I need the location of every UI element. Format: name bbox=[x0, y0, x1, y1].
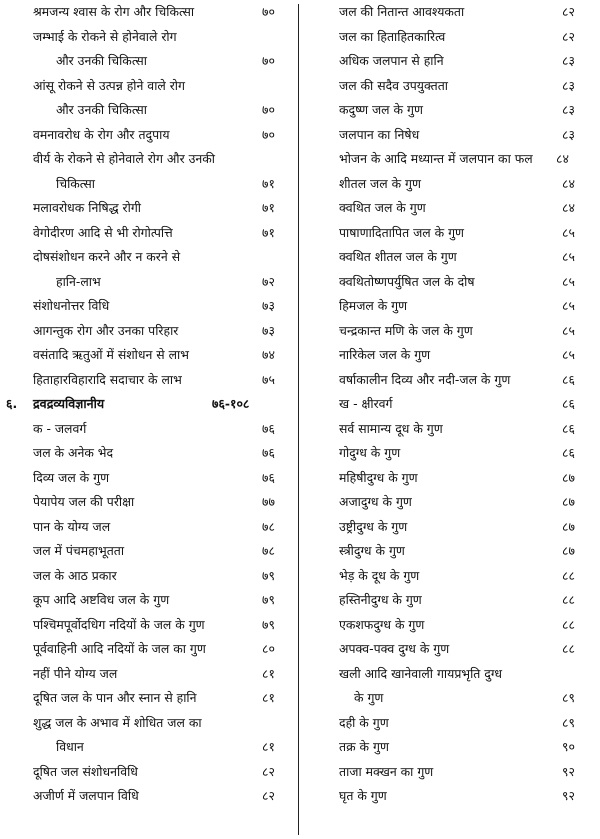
toc-page-number: ८२ bbox=[262, 763, 275, 779]
toc-entry bbox=[306, 784, 600, 809]
toc-entry bbox=[0, 515, 292, 540]
toc-entry-title: जलपान का निषेध bbox=[339, 126, 420, 142]
toc-entry-title: महिषीदुग्ध के गुण bbox=[339, 469, 418, 485]
toc-entry bbox=[306, 613, 600, 638]
toc-page-number: ८३ bbox=[562, 126, 575, 142]
toc-entry bbox=[306, 245, 600, 270]
toc-page-number: ८९ bbox=[562, 714, 575, 730]
toc-page-number: ७१ bbox=[262, 200, 275, 215]
toc-entry bbox=[0, 147, 292, 172]
toc-page-number: ९२ bbox=[562, 788, 575, 803]
toc-left-column bbox=[0, 0, 292, 809]
toc-entry-title: चन्द्रकान्त मणि के जल के गुण bbox=[339, 322, 473, 338]
toc-page-number: ८५ bbox=[562, 249, 575, 264]
toc-entry-title: दूषित जल संशोधनविधि bbox=[33, 763, 138, 779]
toc-entry bbox=[0, 637, 292, 662]
toc-page-number: ८६ bbox=[562, 396, 575, 411]
toc-entry bbox=[306, 711, 600, 736]
toc-entry bbox=[0, 784, 292, 809]
toc-entry-title: क्वथित जल के गुण bbox=[339, 200, 426, 215]
toc-entry bbox=[0, 98, 292, 123]
toc-entry-title: हानि-लाभ bbox=[56, 273, 101, 289]
toc-entry-title: हिताहारविहारादि सदाचार के लाभ bbox=[33, 371, 182, 387]
toc-page-number: ८१ bbox=[262, 665, 275, 681]
toc-entry bbox=[0, 466, 292, 491]
toc-entry-title: विधान bbox=[56, 739, 84, 754]
toc-entry-title: दोषसंशोधन करने और न करने से bbox=[33, 249, 181, 264]
toc-entry bbox=[306, 49, 600, 74]
toc-entry bbox=[0, 588, 292, 613]
toc-entry-title: श्रमजन्य श्वास के रोग और चिकित्सा bbox=[33, 4, 195, 19]
toc-entry bbox=[0, 711, 292, 736]
toc-entry bbox=[0, 662, 292, 687]
toc-page-number: ८७ bbox=[562, 518, 575, 534]
toc-entry bbox=[0, 686, 292, 711]
toc-page-number: ७३ bbox=[262, 322, 275, 338]
toc-entry-title: अपक्व-पक्व दुग्ध के गुण bbox=[339, 641, 450, 656]
toc-page-number: ७० bbox=[262, 4, 275, 19]
toc-entry-title: हिमजल के गुण bbox=[339, 298, 408, 313]
toc-entry-title: क्वथित शीतल जल के गुण bbox=[339, 249, 457, 264]
toc-entry-title: तक्र के गुण bbox=[339, 739, 389, 754]
toc-entry-title: नारिकेल जल के गुण bbox=[339, 347, 431, 362]
toc-page-number: ८४ bbox=[562, 200, 575, 215]
toc-entry bbox=[306, 0, 600, 25]
toc-page-number: ८५ bbox=[562, 298, 575, 313]
toc-page-number: ७६-१०८ bbox=[212, 396, 250, 411]
toc-page-number: ७० bbox=[262, 102, 275, 117]
toc-entry-title: चिकित्सा bbox=[56, 175, 95, 191]
toc-page-number: ८३ bbox=[562, 77, 575, 93]
toc-page-number: ७१ bbox=[262, 224, 275, 240]
toc-entry bbox=[0, 417, 292, 442]
toc-entry bbox=[0, 0, 292, 25]
toc-entry bbox=[306, 343, 600, 368]
toc-page-number: ७० bbox=[262, 53, 275, 68]
toc-entry bbox=[306, 417, 600, 442]
toc-entry bbox=[0, 25, 292, 50]
toc-entry bbox=[306, 515, 600, 540]
toc-page-number: ८१ bbox=[262, 690, 275, 705]
toc-entry-title: जल की सदैव उपयुक्तता bbox=[339, 77, 448, 93]
toc-entry bbox=[306, 539, 600, 564]
toc-chapter-heading bbox=[0, 392, 292, 417]
toc-entry-title: सर्व सामान्य दूध के गुण bbox=[339, 420, 443, 436]
toc-page-number: ७१ bbox=[262, 175, 275, 191]
toc-entry-title: दूषित जल के पान और स्नान से हानि bbox=[33, 690, 197, 705]
toc-entry-title: अजीर्ण में जलपान विधि bbox=[33, 788, 139, 803]
toc-page-number: ८७ bbox=[562, 543, 575, 558]
toc-entry bbox=[0, 49, 292, 74]
toc-entry-title: वीर्य के रोकने से होनेवाले रोग और उनकी bbox=[33, 151, 215, 166]
toc-page-number: ८६ bbox=[562, 420, 575, 436]
toc-page-number: ७२ bbox=[262, 273, 275, 289]
toc-entry-title: उष्ट्रीदुग्ध के गुण bbox=[339, 518, 408, 534]
toc-page-number: ७८ bbox=[262, 543, 275, 558]
toc-page-number: ८९ bbox=[562, 690, 575, 705]
toc-entry-title: भेड़ के दूध के गुण bbox=[339, 567, 420, 583]
toc-page-number: ८१ bbox=[262, 739, 275, 754]
toc-entry-title: स्त्रीदुग्ध के गुण bbox=[339, 543, 405, 558]
toc-entry-title: जल के आठ प्रकार bbox=[33, 567, 117, 583]
toc-entry bbox=[306, 441, 600, 466]
toc-entry-title: भोजन के आदि मध्यान्त में जलपान का फल bbox=[339, 151, 533, 166]
toc-page-number: ८८ bbox=[562, 616, 575, 632]
toc-page-number: ८६ bbox=[562, 371, 575, 387]
toc-entry bbox=[0, 74, 292, 99]
toc-entry bbox=[306, 564, 600, 589]
toc-entry-title: ताजा मक्खन का गुण bbox=[339, 763, 434, 779]
toc-entry bbox=[0, 564, 292, 589]
toc-entry-title: द्रवद्रव्यविज्ञानीय bbox=[33, 396, 105, 411]
toc-page-number: ८५ bbox=[562, 347, 575, 362]
toc-entry bbox=[0, 735, 292, 760]
toc-entry-title: कदुष्ण जल के गुण bbox=[339, 102, 423, 117]
toc-page-number: ८७ bbox=[562, 469, 575, 485]
toc-entry bbox=[306, 392, 600, 417]
toc-entry bbox=[306, 760, 600, 785]
toc-entry bbox=[0, 294, 292, 319]
toc-entry bbox=[0, 368, 292, 393]
toc-entry-title: आगन्तुक रोग और उनका परिहार bbox=[33, 322, 179, 338]
column-divider bbox=[298, 4, 299, 835]
toc-entry-title: दिव्य जल के गुण bbox=[33, 469, 110, 485]
toc-page-number: ७८ bbox=[262, 518, 275, 534]
toc-page-number: ७६ bbox=[262, 420, 275, 436]
toc-entry bbox=[306, 25, 600, 50]
toc-entry-title: अधिक जलपान से हानि bbox=[339, 53, 444, 68]
toc-entry-title: वमनावरोध के रोग और तदुपाय bbox=[33, 126, 170, 142]
toc-entry-title: जल के अनेक भेद bbox=[33, 445, 114, 460]
toc-entry-title: दही के गुण bbox=[339, 714, 389, 730]
toc-entry-title: वसंतादि ऋतुओं में संशोधन से लाभ bbox=[33, 347, 189, 362]
toc-entry bbox=[306, 294, 600, 319]
toc-entry bbox=[0, 245, 292, 270]
toc-page-number: ७५ bbox=[262, 371, 275, 387]
toc-entry-title: वेगोदीरण आदि से भी रोगोत्पत्ति bbox=[33, 224, 173, 240]
toc-page-number: ८२ bbox=[562, 28, 575, 44]
toc-entry-title: जल का हिताहितकारित्व bbox=[339, 28, 446, 44]
toc-entry-title: पश्चिमपूर्वोदधिग नदियों के जल के गुण bbox=[33, 616, 205, 632]
toc-entry-title: और उनकी चिकित्सा bbox=[56, 53, 147, 68]
toc-entry bbox=[0, 172, 292, 197]
toc-entry-title: एकशफदुग्ध के गुण bbox=[339, 616, 425, 632]
toc-entry bbox=[0, 613, 292, 638]
toc-entry-title: शुद्ध जल के अभाव में शोधित जल का bbox=[33, 714, 202, 730]
toc-entry bbox=[0, 196, 292, 221]
toc-entry bbox=[306, 172, 600, 197]
chapter-number: ६. bbox=[6, 396, 18, 411]
toc-page-number: ७४ bbox=[262, 347, 275, 362]
toc-right-column bbox=[306, 0, 600, 809]
toc-entry bbox=[0, 343, 292, 368]
toc-entry bbox=[306, 588, 600, 613]
toc-entry-title: जम्भाई के रोकने से होनेवाले रोग bbox=[33, 28, 177, 44]
toc-entry bbox=[0, 760, 292, 785]
toc-page-number: ८५ bbox=[562, 224, 575, 240]
toc-entry-title: हस्तिनीदुग्ध के गुण bbox=[339, 592, 422, 607]
toc-page-number: ७६ bbox=[262, 469, 275, 485]
toc-entry-title: गोदुग्ध के गुण bbox=[339, 445, 401, 460]
toc-entry bbox=[306, 221, 600, 246]
toc-entry bbox=[306, 123, 600, 148]
toc-page-number: ८२ bbox=[562, 4, 575, 19]
toc-entry-title: क - जलवर्ग bbox=[33, 420, 87, 436]
toc-entry bbox=[0, 319, 292, 344]
toc-page-number: ८५ bbox=[562, 322, 575, 338]
toc-entry bbox=[306, 74, 600, 99]
toc-entry bbox=[306, 270, 600, 295]
toc-entry bbox=[0, 539, 292, 564]
toc-entry-title: अजादुग्ध के गुण bbox=[339, 494, 412, 509]
toc-entry bbox=[306, 147, 600, 172]
toc-entry-title: आंसू रोकने से उत्पन्न होने वाले रोग bbox=[33, 77, 185, 93]
toc-page-number: ९० bbox=[562, 739, 575, 754]
toc-entry-title: खली आदि खानेवाली गायप्रभृति दुग्ध bbox=[339, 665, 502, 681]
toc-page-number: ७३ bbox=[262, 298, 275, 313]
toc-page-number: ८८ bbox=[562, 592, 575, 607]
toc-page-number: ८४ bbox=[556, 151, 569, 166]
toc-page-number: ८४ bbox=[562, 175, 575, 191]
toc-page-number: ७९ bbox=[262, 616, 275, 632]
toc-entry bbox=[306, 662, 600, 687]
toc-entry-title: पाषाणादितापित जल के गुण bbox=[339, 224, 465, 240]
toc-page-number: ७० bbox=[262, 126, 275, 142]
toc-page-number: ७९ bbox=[262, 567, 275, 583]
toc-entry-title: संशोधनोत्तर विधि bbox=[33, 298, 110, 313]
toc-page-number: ८५ bbox=[562, 273, 575, 289]
toc-entry-title: पेयापेय जल की परीक्षा bbox=[33, 494, 135, 509]
toc-entry-title: वर्षाकालीन दिव्य और नदी-जल के गुण bbox=[339, 371, 511, 387]
toc-entry-title: के गुण bbox=[354, 690, 384, 705]
toc-entry bbox=[0, 490, 292, 515]
toc-entry bbox=[306, 637, 600, 662]
toc-entry-title: जल की नितान्त आवश्यकता bbox=[339, 4, 465, 19]
toc-entry bbox=[306, 686, 600, 711]
toc-entry bbox=[0, 123, 292, 148]
toc-entry-title: कूप आदि अष्टविध जल के गुण bbox=[33, 592, 170, 607]
toc-page-number: ८८ bbox=[562, 567, 575, 583]
toc-entry bbox=[306, 466, 600, 491]
toc-page-number: ७७ bbox=[262, 494, 275, 509]
toc-entry-title: नहीं पीने योग्य जल bbox=[33, 665, 118, 681]
toc-entry-title: पान के योग्य जल bbox=[33, 518, 111, 534]
toc-page-number: ८३ bbox=[562, 102, 575, 117]
toc-entry bbox=[0, 270, 292, 295]
toc-entry bbox=[306, 319, 600, 344]
toc-page-number: ८८ bbox=[562, 641, 575, 656]
toc-entry bbox=[306, 735, 600, 760]
toc-entry bbox=[306, 490, 600, 515]
toc-entry-title: घृत के गुण bbox=[339, 788, 387, 803]
toc-page-number: ८६ bbox=[562, 445, 575, 460]
toc-entry bbox=[306, 98, 600, 123]
toc-page-number: ८३ bbox=[562, 53, 575, 68]
toc-entry-title: और उनकी चिकित्सा bbox=[56, 102, 147, 117]
toc-entry-title: पूर्ववाहिनी आदि नदियों के जल का गुण bbox=[33, 641, 206, 656]
toc-page-number: ८० bbox=[262, 641, 275, 656]
toc-entry-title: जल में पंचमहाभूतता bbox=[33, 543, 125, 558]
toc-entry bbox=[306, 368, 600, 393]
toc-page-number: ७९ bbox=[262, 592, 275, 607]
toc-entry bbox=[0, 221, 292, 246]
toc-page-number: ९२ bbox=[562, 763, 575, 779]
toc-entry bbox=[306, 196, 600, 221]
toc-page-number: ८७ bbox=[562, 494, 575, 509]
toc-page-number: ७६ bbox=[262, 445, 275, 460]
toc-page-number: ८२ bbox=[262, 788, 275, 803]
toc-entry-title: शीतल जल के गुण bbox=[339, 175, 421, 191]
toc-entry bbox=[0, 441, 292, 466]
toc-entry-title: क्वथितोष्णपर्युषित जल के दोष bbox=[339, 273, 475, 289]
toc-entry-title: ख - क्षीरवर्ग bbox=[339, 396, 393, 411]
toc-entry-title: मलावरोधक निषिद्ध रोगी bbox=[33, 200, 142, 215]
